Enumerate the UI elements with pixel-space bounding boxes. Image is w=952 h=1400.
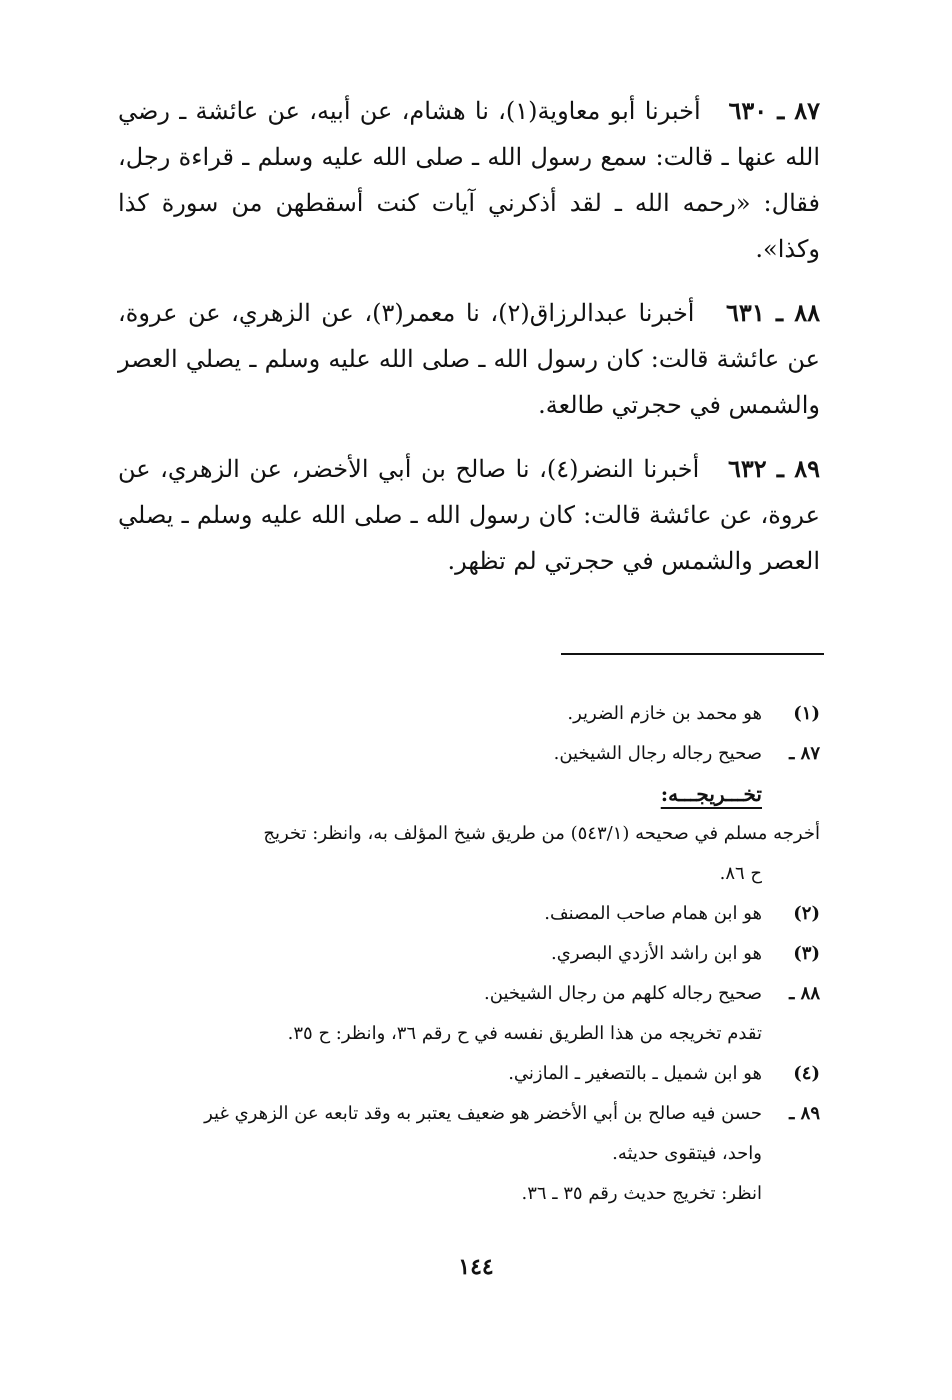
footnote-2	[118, 894, 820, 934]
footnote-text: صحيح رجاله رجال الشيخين.	[553, 743, 762, 764]
footnote-88	[118, 974, 820, 1014]
footnote-4	[118, 1054, 820, 1094]
footnote-marker: ٨٩ ـ	[789, 1103, 820, 1124]
hadith-text: أخبرنا النضر(٤)، نا صالح بن أبي الأخضر، عن الزهري، عن عروة، عن عائشة قالت: كان رسول الله ـ صلى الله عليه وسلم ـ يصلي العصر والشمس في حجرتي لم تظهر.	[118, 455, 820, 575]
footnote-87	[118, 734, 820, 774]
footnote-3	[118, 934, 820, 974]
footnote-text: صحيح رجاله كلهم من رجال الشيخين.	[484, 983, 762, 1004]
footnote-marker: (١)	[793, 703, 820, 724]
main-text	[118, 88, 820, 602]
footnote-88-detail: تقدم تخريجه من هذا الطريق نفسه في ح رقم ٣٦، وانظر: ح ٣٥.	[287, 1023, 762, 1044]
footnotes	[118, 694, 820, 1214]
footnote-marker: (٢)	[793, 903, 820, 924]
footnote-1	[118, 694, 820, 734]
page-number: ١٤٤	[458, 1254, 494, 1280]
footnote-89-continuation: واحد، فيتقوى حديثه.	[612, 1143, 762, 1164]
footnote-marker: ٨٨ ـ	[789, 983, 820, 1004]
footnote-89	[118, 1094, 820, 1134]
hadith-89	[118, 446, 820, 584]
footnote-text: هو محمد بن خازم الضرير.	[567, 703, 762, 724]
footnote-text: هو ابن راشد الأزدي البصري.	[551, 943, 762, 964]
hadith-number: ٨٩ ـ ٦٣٢	[727, 454, 821, 483]
hadith-88	[118, 290, 820, 428]
footnote-marker: (٤)	[793, 1063, 820, 1084]
footnote-text: هو ابن همام صاحب المصنف.	[544, 903, 762, 924]
footnote-marker: ٨٧ ـ	[789, 743, 820, 764]
footnote-separator	[561, 653, 824, 655]
takhrij-continuation: ح ٨٦.	[719, 863, 762, 884]
takhrij-heading: تخـــريجـــه:	[660, 782, 762, 806]
hadith-number: ٨٧ ـ ٦٣٠	[728, 96, 821, 125]
footnote-text: حسن فيه صالح بن أبي الأخضر هو ضعيف يعتبر به وقد تابعه عن الزهري غير	[204, 1103, 762, 1124]
footnote-text: هو ابن شميل ـ بالتصغير ـ المازني.	[508, 1063, 762, 1084]
takhrij-text: أخرجه مسلم في صحيحه (٥٤٣/١) من طريق شيخ المؤلف به، وانظر: تخريج	[263, 823, 820, 844]
footnote-89-detail: انظر: تخريج حديث رقم ٣٥ ـ ٣٦.	[521, 1183, 762, 1204]
hadith-87	[118, 88, 820, 272]
hadith-text: أخبرنا أبو معاوية(١)، نا هشام، عن أبيه، عن عائشة ـ رضي الله عنها ـ قالت: سمع رسول الله ـ صلى الله عليه وسلم ـ قراءة رجل، فقال: «رحمه الله ـ لقد أذكرني آيات كنت أسقطهن من سورة كذا وكذا».	[118, 97, 820, 263]
footnote-marker: (٣)	[793, 943, 820, 964]
hadith-number: ٨٨ ـ ٦٣١	[726, 298, 821, 327]
hadith-text: أخبرنا عبدالرزاق(٢)، نا معمر(٣)، عن الزهري، عن عروة، عن عائشة قالت: كان رسول الله ـ صلى الله عليه وسلم ـ يصلي العصر والشمس في حجرتي طالعة.	[118, 299, 820, 419]
